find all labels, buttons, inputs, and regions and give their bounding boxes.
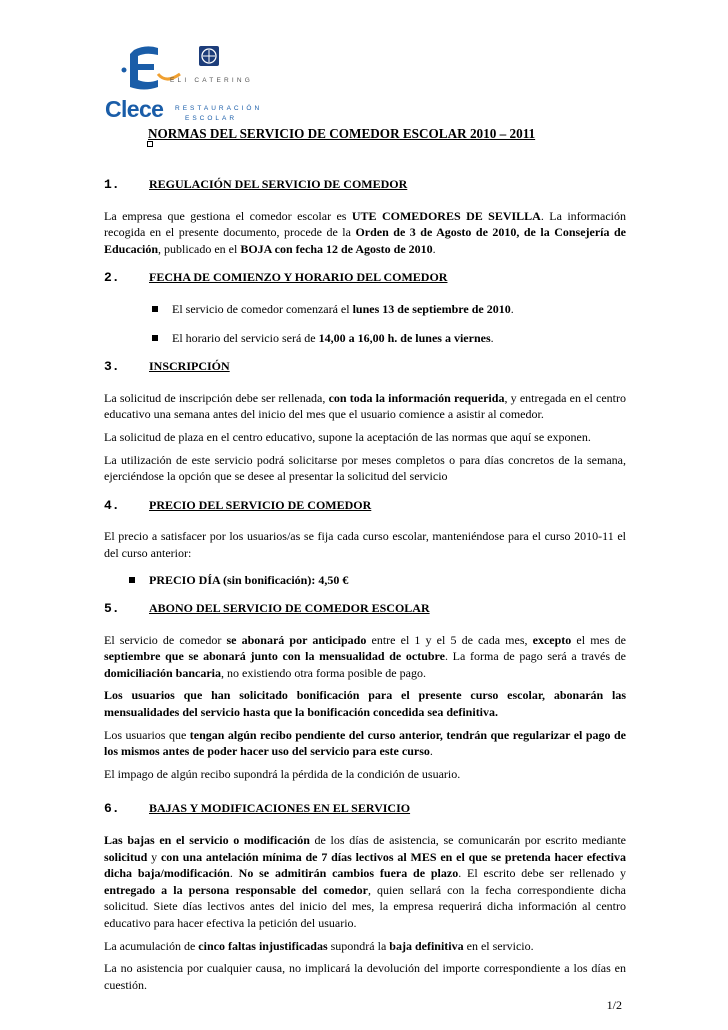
bullet-item: El servicio de comedor comenzará el lunes 13 de septiembre de 2010. xyxy=(104,301,626,318)
paragraph: El precio a satisfacer por los usuarios/as se fija cada curso escolar, manteniéndose para el curso 2010-11 el del curso anterior: xyxy=(104,529,626,560)
section-heading-6 xyxy=(104,800,626,818)
section-heading-2 xyxy=(104,269,626,287)
section-heading-3 xyxy=(104,358,626,376)
section-title: ABONO DEL SERVICIO DE COMEDOR ESCOLAR xyxy=(149,601,430,616)
section-title: PRECIO DEL SERVICIO DE COMEDOR xyxy=(149,497,372,512)
section-title: REGULACIÓN DEL SERVICIO DE COMEDOR xyxy=(149,177,408,191)
paragraph: La no asistencia por cualquier causa, no implicará la devolución del importe correspondiente a los días en cuestión. xyxy=(104,961,626,992)
page-number: 1/2 xyxy=(606,998,622,1012)
section-heading-1 xyxy=(104,176,626,194)
section-title: FECHA DE COMIENZO Y HORARIO DEL COMEDOR xyxy=(149,270,448,285)
logo-clece: Clece xyxy=(105,96,164,122)
logo-escolar: ESCOLAR xyxy=(185,115,238,122)
paragraph: Los usuarios que han solicitado bonificación para el presente curso escolar, abonarán las mensualidades del servicio hasta que la bonificación concedida sea definitiva. xyxy=(104,688,626,720)
section-number: 4. xyxy=(104,497,120,513)
document-body xyxy=(104,176,626,999)
paragraph: La empresa que gestiona el comedor escolar es UTE COMEDORES DE SEVILLA. La información recogida en el presente documento, procede de la Orden de 3 de Agosto de 2010, de la Consejería de Educación, publicado en el BOJA con fecha 12 de Agosto de 2010. xyxy=(104,208,627,256)
paragraph: El impago de algún recibo supondrá la pérdida de la condición de usuario. xyxy=(104,766,461,781)
paragraph: Los usuarios que tengan algún recibo pendiente del curso anterior, tendrán que regularizar el pago de los mismos antes de poder hacer uso del servicio para este curso. xyxy=(104,727,626,759)
paragraph: La solicitud de plaza en el centro educativo, supone la aceptación de las normas que aquí se exponen. xyxy=(104,429,591,444)
section-number: 6. xyxy=(104,801,120,817)
section-number: 2. xyxy=(104,270,120,286)
section-number: 5. xyxy=(104,601,120,617)
paragraph: La utilización de este servicio podrá solicitarse por meses completos o para días concretos de la semana, ejerciéndose la opción que se desee al presentar la solicitud del servicio xyxy=(104,452,626,484)
paragraph: La acumulación de cinco faltas injustificadas supondrá la baja definitiva en el servicio. xyxy=(104,938,534,953)
bullet-square-icon xyxy=(152,335,158,341)
logo-eli-catering: ELI CATERING xyxy=(170,77,254,84)
bullet-item: El horario del servicio será de 14,00 a 16,00 h. de lunes a viernes. xyxy=(104,330,626,347)
anchor-marker xyxy=(147,141,153,147)
company-logo xyxy=(100,40,270,125)
document-title: NORMAS DEL SERVICIO DE COMEDOR ESCOLAR 2010 – 2011 xyxy=(148,126,536,141)
section-number: 3. xyxy=(104,359,120,375)
section-title: INSCRIPCIÓN xyxy=(149,359,230,374)
bullet-square-icon xyxy=(152,306,158,312)
bullet-item: PRECIO DÍA (sin bonificación): 4,50 € xyxy=(104,572,626,589)
section-heading-5 xyxy=(104,600,626,618)
paragraph: Las bajas en el servicio o modificación de los días de asistencia, se comunicarán por escrito mediante solicitud y con una antelación mínima de 7 días lectivos al MES en el que se pretenda hacer efectiva dicha baja/modificación. No se admitirán cambios fuera de plazo. El escrito debe ser rellenado y entregado a la persona responsable del comedor, quien sellará con la fecha correspondiente dicha solicitud. Siete días lectivos antes del inicio del mes, la empresa requerirá dicha información al centro educativo para hacer efectiva la petición del usuario. xyxy=(104,833,627,930)
paragraph: El servicio de comedor se abonará por anticipado entre el 1 y el 5 de cada mes, excepto el mes de septiembre que se abonará junto con la mensualidad de octubre. La forma de pago será a través de domiciliación bancaria, no existiendo otra forma posible de pago. xyxy=(104,632,627,680)
section-heading-4 xyxy=(104,497,626,515)
bullet-square-icon xyxy=(129,577,135,583)
section-title: BAJAS Y MODIFICACIONES EN EL SERVICIO xyxy=(149,801,411,816)
paragraph: La solicitud de inscripción debe ser rellenada, con toda la información requerida, y entregada en el centro educativo una semana antes del inicio del mes que el usuario comience a asistir al comedor. xyxy=(104,390,627,422)
section-number: 1. xyxy=(104,177,120,192)
logo-restauracion: RESTAURACIÓN xyxy=(175,105,263,112)
